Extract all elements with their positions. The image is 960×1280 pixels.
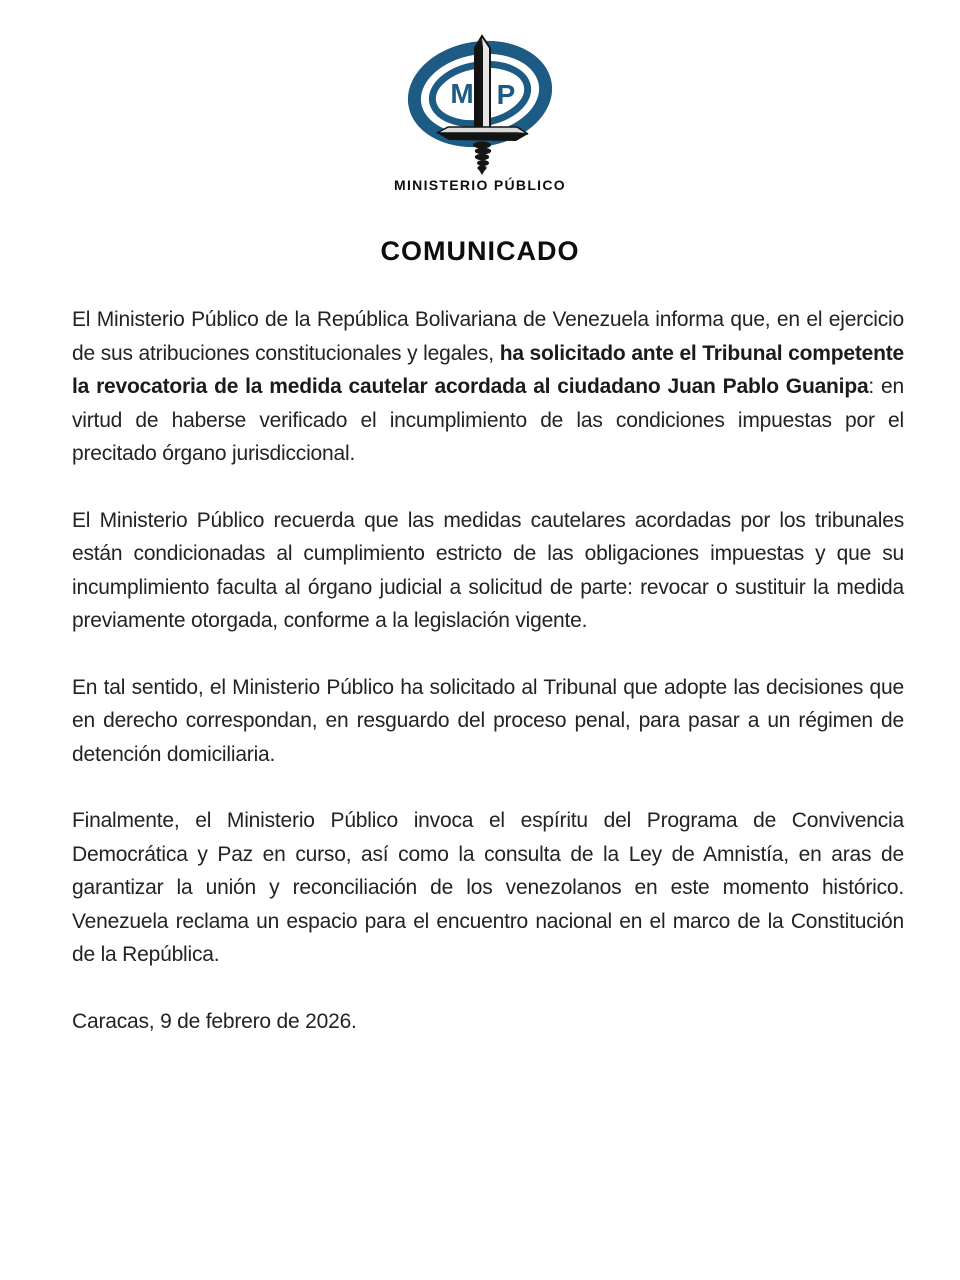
seal-letter-m: M [450, 78, 474, 109]
body-paragraph [72, 303, 904, 471]
paragraph-segment: El Ministerio Público de la República Bolivariana de Venezuela informa que, en el ejercicio de sus atribuciones constitucionales y legales, [72, 308, 904, 365]
paragraph-segment: En tal sentido, el Ministerio Público ha solicitado al Tribunal que adopte las decisiones que en derecho correspondan, en resguardo del proceso penal, para pasar a un régimen de detención domiciliaria. [72, 675, 904, 766]
paragraph-segment-bold: ha solicitado ante el Tribunal competente la revocatoria de la medida cautelar acordada al ciudadano Juan Pablo Guanipa [72, 341, 904, 398]
paragraph-segment: : en virtud de haberse verificado el incumplimiento de las condiciones impuestas por el precitado órgano jurisdiccional. [72, 375, 904, 465]
document-body [0, 303, 960, 972]
dateline-wrap [0, 1005, 960, 1039]
document-title: COMUNICADO [380, 236, 580, 266]
seal-letter-p: P [496, 79, 516, 110]
body-paragraph [72, 671, 904, 772]
body-paragraph [72, 504, 904, 638]
document-header [0, 0, 960, 265]
paragraph-segment: Finalmente, el Ministerio Público invoca el espíritu del Programa de Convivencia Democrática y Paz en curso, así como la consulta de la Ley de Amnistía, en aras de garantizar la unión y reconciliación de los venezolanos en este momento histórico. Venezuela reclama un espacio para el encuentro nacional en el marco de la Constitución de la República. [72, 809, 904, 966]
paragraph-segment: El Ministerio Público recuerda que las medidas cautelares acordadas por los tribunales están condicionadas al cumplimiento estricto de las obligaciones impuestas y que su incumplimiento faculta al órgano judicial a solicitud de parte: revocar o sustituir la medida previamente otorgada, conforme a la legislación vigente. [72, 508, 904, 632]
body-paragraph [72, 804, 904, 972]
seal-caption: MINISTERIO PÚBLICO [394, 177, 566, 193]
dateline: Caracas, 9 de febrero de 2026. [72, 1009, 357, 1033]
ministerio-publico-seal-icon [390, 34, 570, 176]
